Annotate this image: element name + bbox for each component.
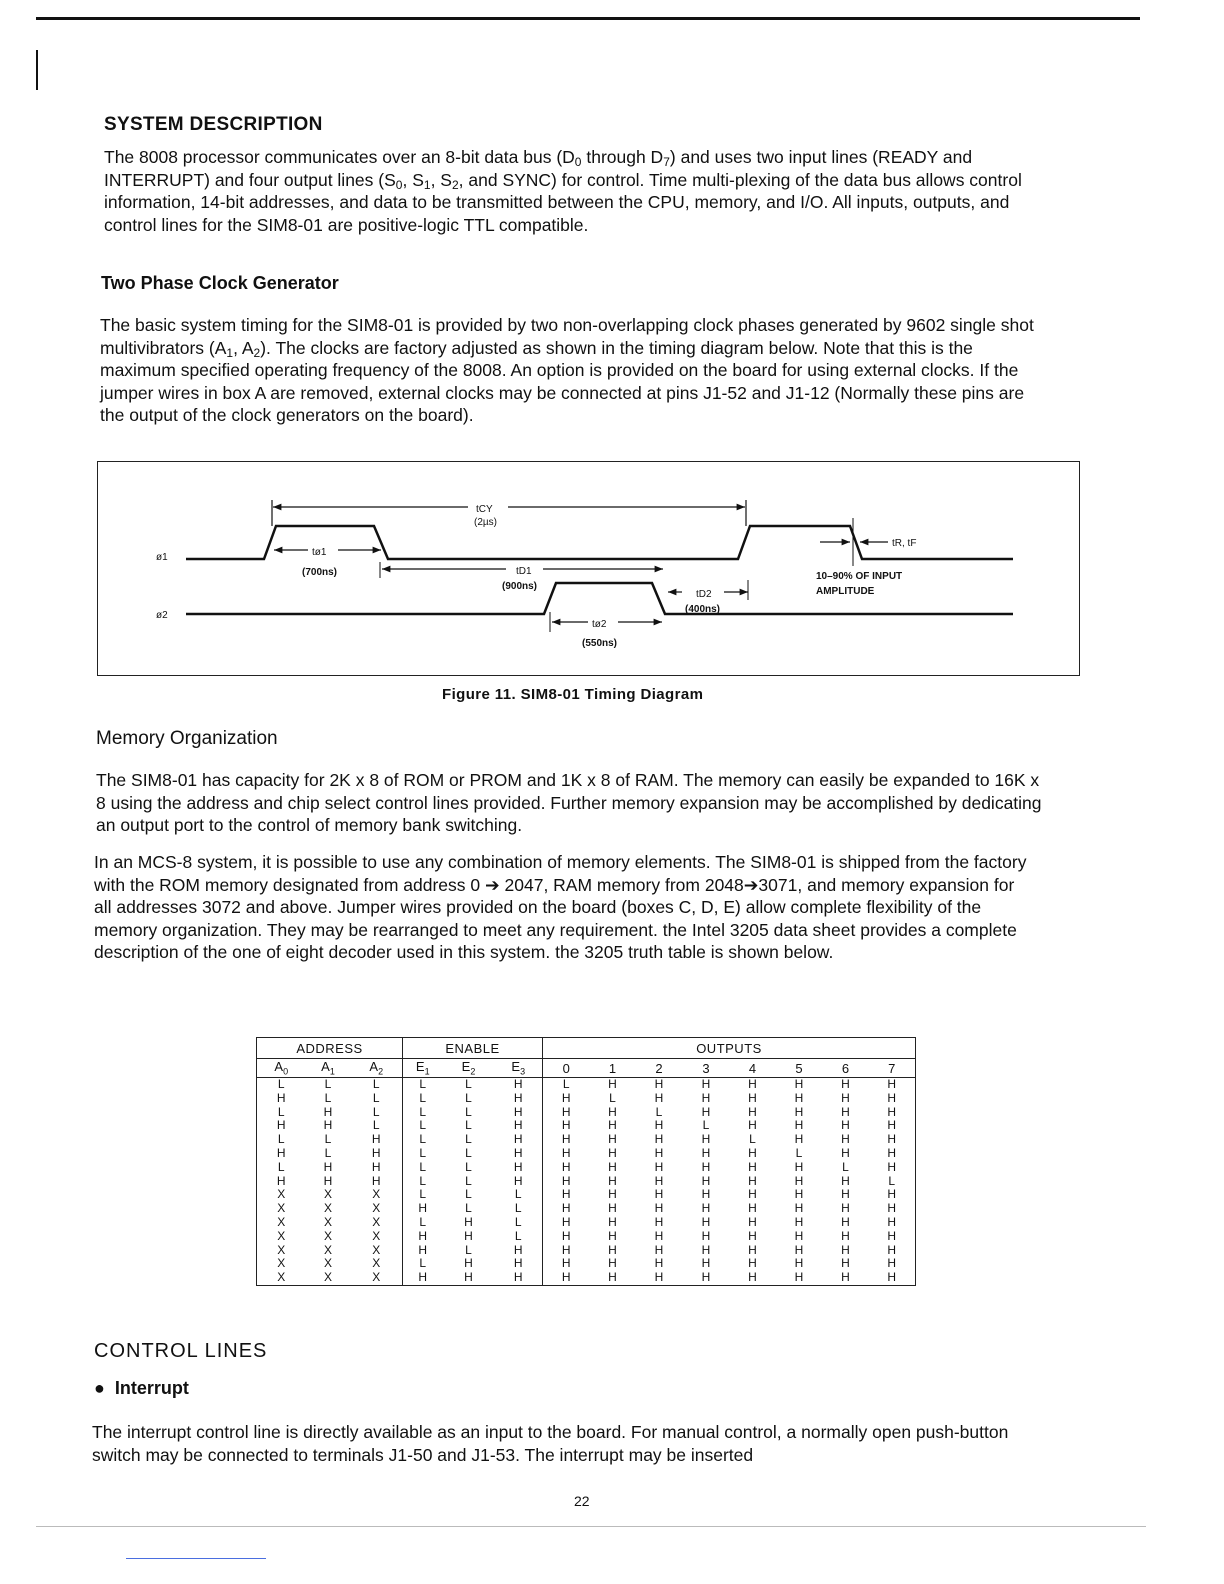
table-cell: H <box>561 1242 571 1257</box>
table-cell: H <box>748 1187 757 1202</box>
table-cell: H <box>701 1090 711 1105</box>
system-description-heading: SYSTEM DESCRIPTION <box>104 114 323 135</box>
table-cell: H <box>495 1133 543 1147</box>
table-cell: X <box>323 1187 332 1202</box>
table-row <box>257 1188 916 1202</box>
table-cell: H <box>748 1201 757 1216</box>
table-cell: X <box>323 1242 332 1257</box>
table-cell: L <box>465 1077 472 1091</box>
table-cell: H <box>869 1133 916 1147</box>
col-e3: $E_3$ <box>495 1059 543 1078</box>
col-e2: $E_2$ <box>443 1059 495 1078</box>
table-cell: H <box>748 1077 757 1091</box>
table-cell: H <box>748 1145 757 1160</box>
to2-value: (550ns) <box>582 638 618 649</box>
table-cell: H <box>841 1242 850 1257</box>
to1-value: (700ns) <box>302 567 338 578</box>
table-cell: H <box>323 1118 333 1133</box>
table-cell: X <box>257 1216 306 1230</box>
system-description-text: The 8008 processor communicates over an 8-bit data bus ($D_0$ through $D_7$) and uses two input lines (READY and INTERRUPT) and four output lines ($S_0$, $S_1$, $S_2$, and SYNC) for control. Time multi-plexing of the data bus allows control information, 14-bit addresses, and data to be transmitted between the CPU, memory, and I/O. All inputs, outputs, and control lines for the SIM8-01 are positive-logic TTL compatible. <box>104 147 1022 235</box>
truth-table <box>256 1037 916 1286</box>
table-row <box>257 1271 916 1285</box>
table-cell: L <box>465 1090 472 1105</box>
table-cell: H <box>608 1187 617 1202</box>
table-cell: X <box>306 1271 351 1285</box>
table-cell: X <box>323 1256 332 1271</box>
table-cell: H <box>443 1271 495 1285</box>
table-cell: H <box>794 1228 804 1243</box>
table-cell: L <box>419 1132 427 1147</box>
table-cell: H <box>608 1214 617 1229</box>
table-cell: H <box>608 1077 617 1091</box>
memory-paragraph-1: The SIM8-01 has capacity for 2K x 8 of ROM or PROM and 1K x 8 of RAM. The memory can easily be expanded to 16K x 8 using the address and chip select control lines provided. Further memory expansion may be accomplished by dedicating an output port to the control of memory bank switching. <box>96 770 1042 835</box>
table-cell: H <box>323 1159 333 1174</box>
table-cell: X <box>257 1188 306 1202</box>
table-cell: H <box>794 1201 804 1216</box>
table-cell: H <box>748 1228 757 1243</box>
table-cell: H <box>561 1104 571 1119</box>
table-cell: H <box>608 1145 617 1160</box>
col-out-1: 1 <box>590 1059 636 1078</box>
table-row <box>257 1257 916 1271</box>
td1-label: tD1 <box>516 566 532 577</box>
table-cell: H <box>869 1161 916 1175</box>
table-cell: L <box>324 1132 332 1147</box>
table-cell: H <box>495 1078 543 1092</box>
amplitude-note-1: 10–90% OF INPUT <box>816 571 903 582</box>
table-cell: H <box>748 1242 757 1257</box>
interrupt-label: Interrupt <box>114 1378 189 1398</box>
table-cell: H <box>654 1118 664 1133</box>
table-cell: L <box>495 1230 543 1244</box>
enable-group-header: ENABLE <box>403 1038 543 1059</box>
table-cell: H <box>683 1271 730 1285</box>
table-cell: H <box>869 1106 916 1120</box>
table-cell: L <box>655 1104 663 1119</box>
table-cell: H <box>748 1159 757 1174</box>
table-cell: H <box>869 1092 916 1106</box>
table-cell: H <box>495 1106 543 1120</box>
table-cell: L <box>465 1118 472 1133</box>
table-cell: L <box>419 1118 427 1133</box>
td1-value: (900ns) <box>502 581 538 592</box>
table-cell: H <box>869 1216 916 1230</box>
table-cell: H <box>701 1159 711 1174</box>
table-cell: H <box>869 1202 916 1216</box>
table-cell: H <box>351 1161 403 1175</box>
top-rule <box>36 17 1140 20</box>
table-cell: L <box>324 1145 332 1160</box>
table-cell: H <box>701 1187 711 1202</box>
table-cell: H <box>748 1090 757 1105</box>
table-row <box>257 1216 916 1230</box>
table-cell: L <box>495 1216 543 1230</box>
outputs-group-header: OUTPUTS <box>543 1038 916 1059</box>
table-row <box>257 1092 916 1106</box>
table-cell: H <box>701 1132 711 1147</box>
col-a0: $A_0$ <box>257 1059 306 1078</box>
table-cell: H <box>608 1173 617 1188</box>
table-cell: L <box>419 1159 427 1174</box>
table-cell: H <box>608 1228 617 1243</box>
table-cell: H <box>841 1145 850 1160</box>
to1-label: tø1 <box>312 547 327 558</box>
col-a1: $A_1$ <box>306 1059 351 1078</box>
table-cell: H <box>794 1242 804 1257</box>
table-cell: L <box>419 1214 427 1229</box>
table-cell: H <box>823 1271 869 1285</box>
interrupt-paragraph: The interrupt control line is directly available as an input to the board. For manual control, a normally open push-button switch may be connected to terminals J1-50 and J1-53. The interrupt may be inserted <box>92 1422 1009 1465</box>
col-out-6: 6 <box>823 1059 869 1078</box>
table-cell: L <box>419 1173 427 1188</box>
table-cell: H <box>464 1214 473 1229</box>
table-cell: H <box>869 1078 916 1092</box>
table-cell: X <box>257 1202 306 1216</box>
table-cell: H <box>351 1147 403 1161</box>
table-row <box>257 1230 916 1244</box>
table-cell: H <box>701 1214 711 1229</box>
col-out-7: 7 <box>869 1059 916 1078</box>
table-cell: H <box>748 1256 757 1271</box>
table-cell: H <box>869 1188 916 1202</box>
table-cell: H <box>841 1173 850 1188</box>
col-e1: $E_1$ <box>403 1059 443 1078</box>
table-cell: H <box>403 1271 443 1285</box>
table-cell: H <box>794 1173 804 1188</box>
table-row <box>257 1175 916 1189</box>
table-cell: L <box>257 1106 306 1120</box>
table-cell: H <box>869 1119 916 1133</box>
table-cell: X <box>351 1188 403 1202</box>
table-cell: L <box>324 1077 332 1091</box>
table-cell: X <box>257 1230 306 1244</box>
table-cell: H <box>561 1159 571 1174</box>
table-cell: H <box>776 1271 823 1285</box>
table-cell: L <box>419 1077 427 1091</box>
table-cell: H <box>654 1077 664 1091</box>
table-cell: H <box>841 1256 850 1271</box>
table-cell: L <box>351 1078 403 1092</box>
table-cell: L <box>257 1133 306 1147</box>
table-cell: H <box>841 1214 850 1229</box>
table-cell: H <box>495 1271 543 1285</box>
table-cell: H <box>418 1228 428 1243</box>
table-cell: H <box>841 1187 850 1202</box>
table-cell: L <box>465 1132 472 1147</box>
table-cell: X <box>351 1244 403 1258</box>
table-cell: H <box>418 1242 428 1257</box>
table-cell: H <box>794 1256 804 1271</box>
table-row <box>257 1161 916 1175</box>
table-cell: H <box>730 1271 776 1285</box>
table-cell: H <box>495 1244 543 1258</box>
table-cell: L <box>869 1175 916 1189</box>
table-cell: H <box>495 1257 543 1271</box>
table-cell: H <box>495 1175 543 1189</box>
col-out-2: 2 <box>636 1059 683 1078</box>
table-cell: L <box>842 1159 849 1174</box>
table-cell: L <box>351 1119 403 1133</box>
table-cell: H <box>464 1228 473 1243</box>
table-cell: L <box>465 1173 472 1188</box>
table-cell: L <box>609 1090 616 1105</box>
table-cell: H <box>561 1228 571 1243</box>
table-cell: L <box>419 1145 427 1160</box>
table-cell: H <box>701 1077 711 1091</box>
table-cell: H <box>608 1118 617 1133</box>
table-cell: H <box>701 1104 711 1119</box>
table-cell: H <box>701 1242 711 1257</box>
interrupt-bullet <box>94 1378 189 1399</box>
td2-label: tD2 <box>696 589 712 600</box>
memory-paragraph-2: In an MCS-8 system, it is possible to use any combination of memory elements. The SIM8-01 is shipped from the factory with the ROM memory designated from address 0 ➔ 2047, RAM memory from 2048➔3071, and memory expansion for all addresses 3072 and above. Jumper wires provided on the board (boxes C, D, E) allow complete flexibility of the memory organization. They may be rearranged to meet any requirement. the Intel 3205 data sheet provides a complete description of the one of eight decoder used in this system. the 3205 truth table is shown below. <box>94 852 1027 962</box>
col-out-5: 5 <box>776 1059 823 1078</box>
table-cell: L <box>351 1092 403 1106</box>
table-cell: X <box>257 1257 306 1271</box>
table-cell: L <box>465 1242 472 1257</box>
table-cell: H <box>794 1090 804 1105</box>
table-cell: H <box>748 1104 757 1119</box>
phi1-label: ø1 <box>156 552 168 563</box>
table-cell: H <box>654 1201 664 1216</box>
table-cell: X <box>351 1216 403 1230</box>
table-cell: H <box>841 1132 850 1147</box>
table-cell: H <box>841 1118 850 1133</box>
table-cell: H <box>608 1132 617 1147</box>
table-cell: X <box>351 1257 403 1271</box>
table-cell: H <box>495 1147 543 1161</box>
table-cell: L <box>419 1256 427 1271</box>
table-cell: L <box>465 1104 472 1119</box>
table-cell: H <box>794 1132 804 1147</box>
timing-diagram-svg <box>98 462 1081 677</box>
table-cell: H <box>561 1173 571 1188</box>
table-cell: H <box>748 1173 757 1188</box>
table-cell: L <box>419 1090 427 1105</box>
table-cell: H <box>543 1271 590 1285</box>
table-cell: H <box>608 1201 617 1216</box>
table-cell: L <box>419 1104 427 1119</box>
table-cell: H <box>794 1077 804 1091</box>
figure-caption: Figure 11. SIM8-01 Timing Diagram <box>442 686 704 703</box>
col-out-3: 3 <box>683 1059 730 1078</box>
col-out-0: 0 <box>543 1059 590 1078</box>
table-cell: L <box>465 1145 472 1160</box>
td2-value: (400ns) <box>685 604 721 615</box>
table-cell: H <box>654 1145 664 1160</box>
table-cell: H <box>608 1256 617 1271</box>
table-cell: H <box>608 1159 617 1174</box>
table-cell: H <box>561 1118 571 1133</box>
table-row <box>257 1078 916 1092</box>
table-cell: H <box>654 1173 664 1188</box>
table-cell: H <box>561 1214 571 1229</box>
table-cell: H <box>869 1257 916 1271</box>
tr-tf-label: tR, tF <box>892 538 917 549</box>
table-cell: H <box>495 1092 543 1106</box>
table-cell: H <box>590 1271 636 1285</box>
bullet-dot-icon: ● <box>94 1378 105 1398</box>
table-cell: H <box>701 1201 711 1216</box>
table-cell: X <box>323 1228 332 1243</box>
table-cell: L <box>419 1187 427 1202</box>
table-cell: H <box>636 1271 683 1285</box>
clock-generator-text: The basic system timing for the SIM8-01 is provided by two non-overlapping clock phases generated by 9602 single shot multivibrators ($A_1$, $A_2$). The clocks are factory adjusted as shown in the timing diagram below. Note that this is the maximum specified operating frequency of the 8008. An option is provided on the board for using external clocks. If the jumper wires in box A are removed, external clocks may be connected at pins J1-52 and J1-12 (Normally these pins are the output of the clock generators on the board). <box>100 315 1034 425</box>
table-cell: H <box>869 1147 916 1161</box>
phi2-label: ø2 <box>156 610 168 621</box>
table-cell: H <box>841 1077 850 1091</box>
table-cell: H <box>654 1090 664 1105</box>
table-cell: L <box>257 1161 306 1175</box>
table-cell: H <box>418 1201 428 1216</box>
table-cell: H <box>794 1118 804 1133</box>
table-cell: H <box>654 1159 664 1174</box>
table-cell: L <box>562 1077 570 1091</box>
table-cell: H <box>257 1175 306 1189</box>
table-row <box>257 1133 916 1147</box>
table-row <box>257 1119 916 1133</box>
table-cell: H <box>561 1201 571 1216</box>
table-cell: H <box>701 1145 711 1160</box>
table-cell: H <box>257 1147 306 1161</box>
table-cell: H <box>869 1244 916 1258</box>
table-cell: H <box>869 1230 916 1244</box>
table-cell: H <box>654 1242 664 1257</box>
table-cell: H <box>561 1145 571 1160</box>
table-cell: L <box>495 1188 543 1202</box>
table-cell: L <box>465 1201 472 1216</box>
table-cell: H <box>351 1175 403 1189</box>
table-row <box>257 1244 916 1258</box>
table-cell: H <box>841 1201 850 1216</box>
table-cell: H <box>841 1090 850 1105</box>
page-number: 22 <box>574 1493 590 1509</box>
phi2-waveform <box>186 583 1013 614</box>
table-cell: H <box>654 1214 664 1229</box>
table-cell: X <box>323 1214 332 1229</box>
table-row <box>257 1106 916 1120</box>
table-cell: H <box>794 1187 804 1202</box>
table-cell: H <box>495 1119 543 1133</box>
address-group-header: ADDRESS <box>257 1038 403 1059</box>
table-cell: X <box>323 1201 332 1216</box>
table-cell: H <box>464 1256 473 1271</box>
tcy-label: tCY <box>476 504 493 515</box>
footer-link-line <box>126 1558 266 1559</box>
table-cell: H <box>794 1159 804 1174</box>
table-cell: X <box>351 1230 403 1244</box>
margin-mark <box>36 50 38 90</box>
table-cell: H <box>608 1104 617 1119</box>
table-cell: H <box>748 1214 757 1229</box>
table-row <box>257 1147 916 1161</box>
table-cell: L <box>465 1159 472 1174</box>
table-cell: H <box>257 1119 306 1133</box>
col-a2: $A_2$ <box>351 1059 403 1078</box>
memory-organization-heading: Memory Organization <box>96 728 278 749</box>
table-cell: H <box>841 1228 850 1243</box>
table-cell: X <box>351 1202 403 1216</box>
table-cell: H <box>701 1173 711 1188</box>
table-cell: X <box>351 1271 403 1285</box>
table-cell: H <box>701 1228 711 1243</box>
table-cell: H <box>654 1132 664 1147</box>
phi1-waveform <box>186 526 1013 559</box>
table-cell: H <box>794 1104 804 1119</box>
col-out-4: 4 <box>730 1059 776 1078</box>
truth-table-body <box>257 1078 916 1286</box>
table-cell: H <box>794 1214 804 1229</box>
table-cell: H <box>608 1242 617 1257</box>
table-cell: L <box>795 1145 803 1160</box>
to2-label: tø2 <box>592 619 607 630</box>
timing-diagram <box>97 461 1080 676</box>
table-cell: L <box>465 1187 472 1202</box>
table-cell: H <box>323 1173 333 1188</box>
table-cell: L <box>257 1078 306 1092</box>
table-cell: H <box>654 1256 664 1271</box>
table-cell: H <box>841 1104 850 1119</box>
table-cell: L <box>749 1132 756 1147</box>
table-cell: H <box>323 1104 333 1119</box>
table-cell: X <box>257 1244 306 1258</box>
table-cell: H <box>701 1256 711 1271</box>
table-cell: H <box>495 1161 543 1175</box>
table-cell: H <box>654 1187 664 1202</box>
bottom-rule <box>36 1526 1146 1527</box>
table-cell: H <box>748 1118 757 1133</box>
table-cell: L <box>495 1202 543 1216</box>
table-cell: H <box>869 1271 916 1285</box>
table-cell: H <box>561 1132 571 1147</box>
clock-generator-heading: Two Phase Clock Generator <box>101 273 339 293</box>
table-cell: L <box>351 1106 403 1120</box>
table-cell: H <box>351 1133 403 1147</box>
table-row <box>257 1202 916 1216</box>
table-cell: L <box>324 1090 332 1105</box>
table-cell: H <box>561 1187 571 1202</box>
amplitude-note-2: AMPLITUDE <box>816 586 875 597</box>
tcy-value: (2µs) <box>474 517 497 528</box>
table-cell: H <box>561 1090 571 1105</box>
table-cell: H <box>561 1256 571 1271</box>
table-cell: H <box>654 1228 664 1243</box>
table-cell: L <box>702 1118 710 1133</box>
table-cell: X <box>257 1271 306 1285</box>
table-cell: H <box>257 1092 306 1106</box>
control-lines-heading: CONTROL LINES <box>94 1340 268 1362</box>
